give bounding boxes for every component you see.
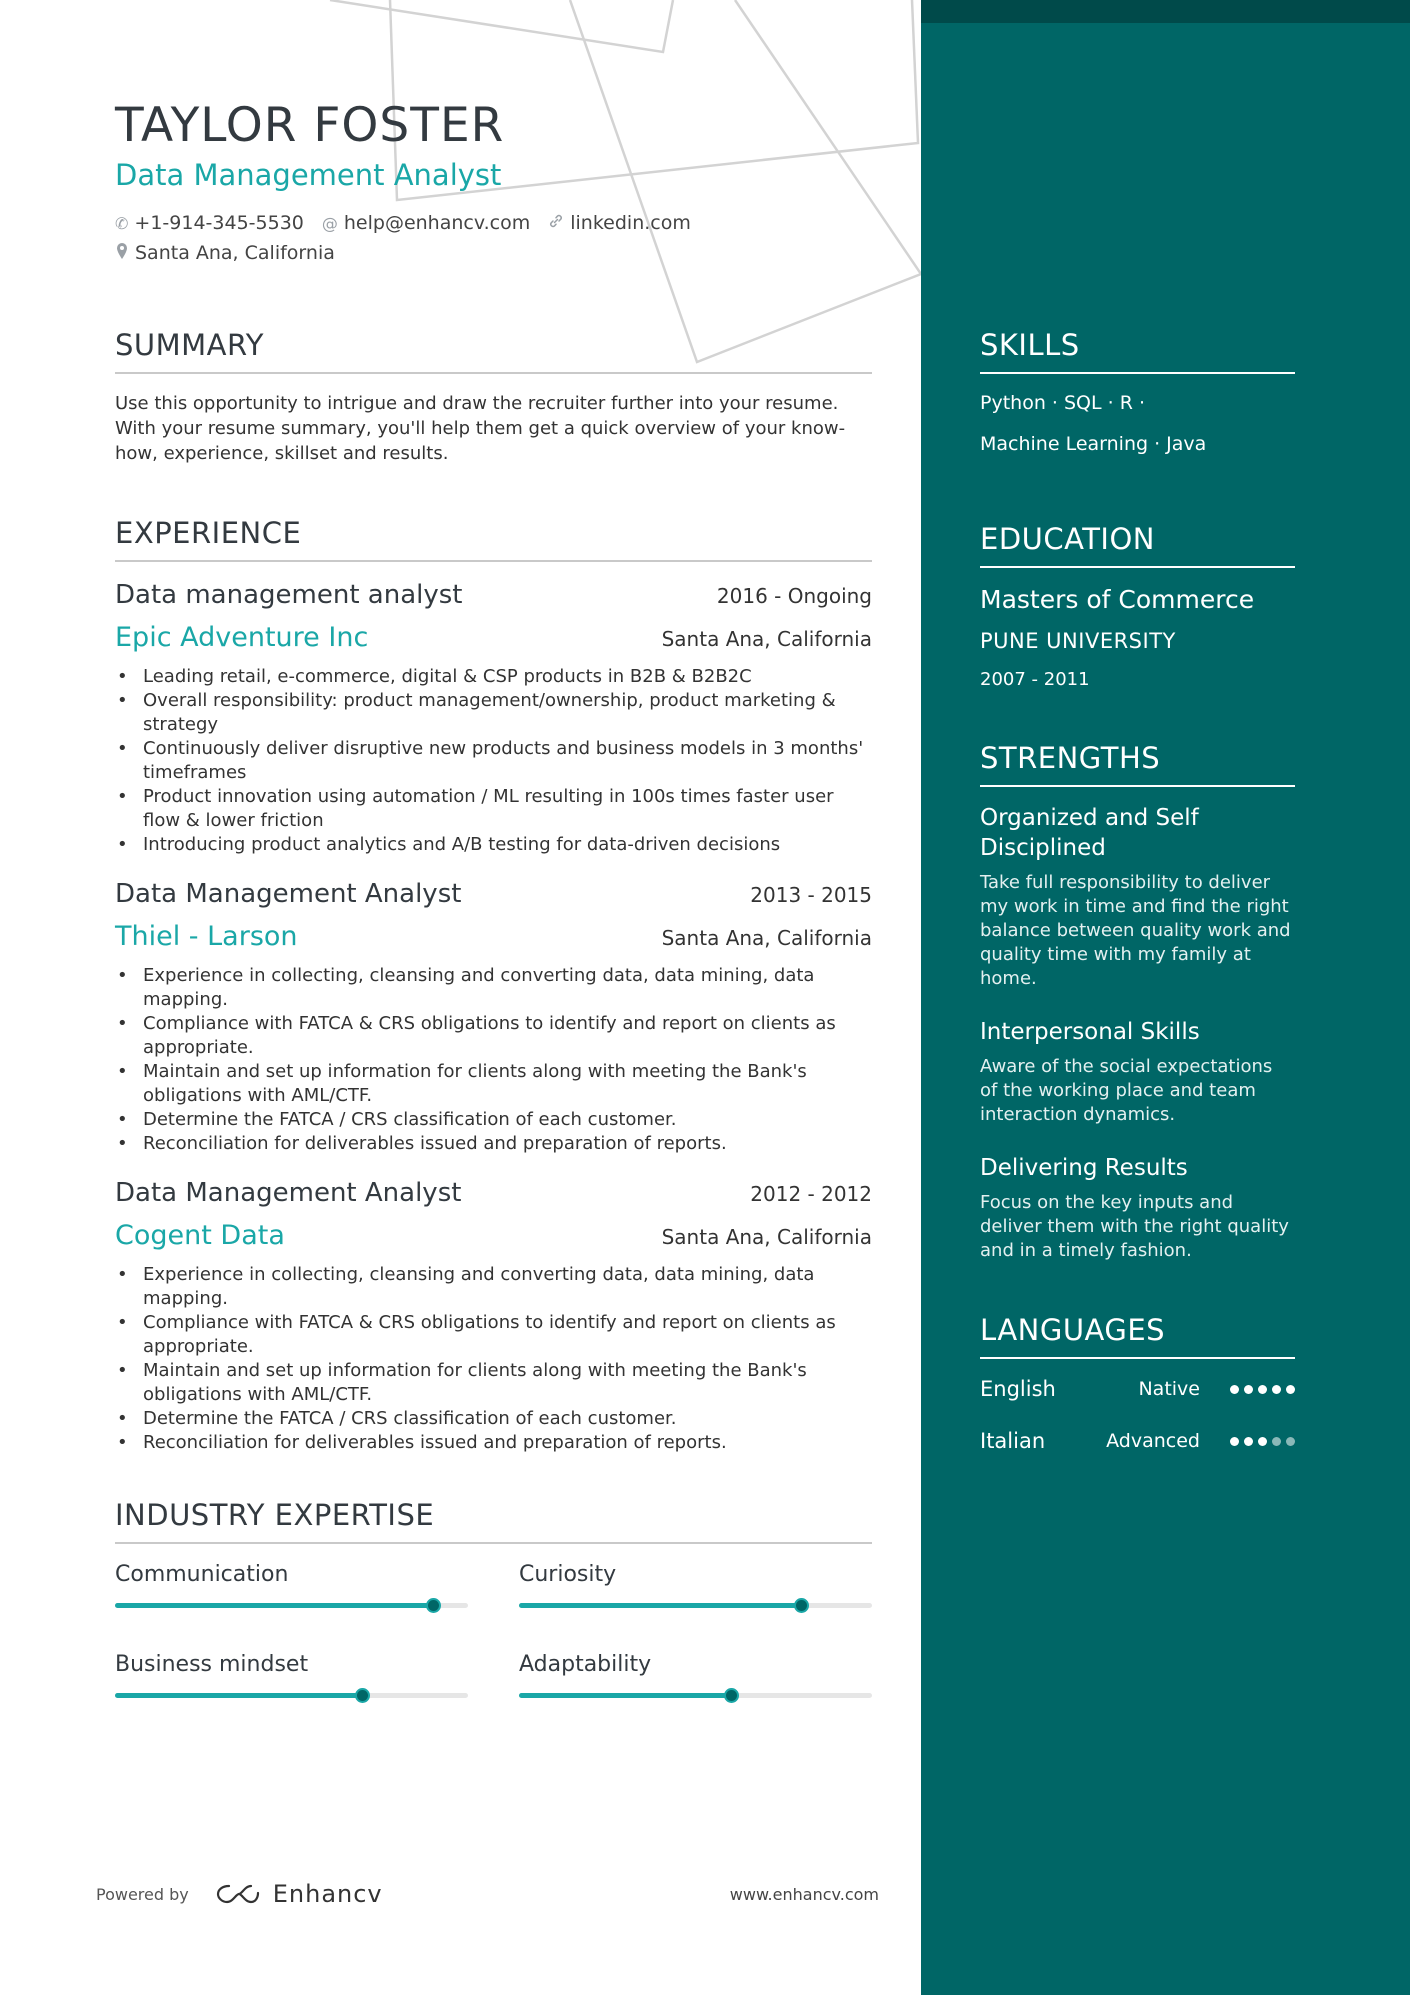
expertise-bar-fill	[519, 1693, 731, 1698]
job-title: Data Management Analyst	[115, 879, 462, 909]
strength-desc: Take full responsibility to deliver my work in time and find the right balance between quality work and quality time with my family at home.	[980, 872, 1291, 989]
job-bullet: • Determine the FATCA / CRS classification of each customer.	[115, 1108, 872, 1132]
expertise-bar-knob	[355, 1688, 370, 1703]
sidebar	[921, 0, 1410, 1995]
expertise-item	[519, 1562, 872, 1608]
phone-icon: ✆	[115, 213, 129, 233]
job-bullet: • Compliance with FATCA & CRS obligations to identify and report on clients as appropriate.	[115, 1012, 872, 1060]
job-bullet: • Experience in collecting, cleansing and converting data, data mining, data mapping.	[115, 1263, 872, 1311]
expertise-bar-knob	[794, 1598, 809, 1613]
job-bullet: • Determine the FATCA / CRS classification of each customer.	[115, 1407, 872, 1431]
language-level-dot	[1286, 1437, 1295, 1446]
website-text: linkedin.com	[570, 212, 691, 234]
job-bullet: • Continuously deliver disruptive new products and business models in 3 months' timeframes	[115, 737, 872, 785]
skills-title: SKILLS	[980, 328, 1295, 374]
language-level: Advanced	[1106, 1430, 1200, 1452]
job-bullets	[115, 1263, 872, 1455]
experience-entry	[115, 580, 872, 857]
language-row	[980, 1377, 1295, 1401]
enhancv-brand: Enhancv	[272, 1880, 383, 1908]
strength-item	[980, 1017, 1295, 1127]
link-icon	[548, 213, 564, 233]
language-level-dot	[1258, 1437, 1267, 1446]
strength-desc: Aware of the social expectations of the working place and team interaction dynamics.	[980, 1056, 1273, 1125]
language-level-dot	[1272, 1385, 1281, 1394]
job-bullet: • Maintain and set up information for clients along with meeting the Bank's obligations with AML/CTF.	[115, 1060, 872, 1108]
education-title: EDUCATION	[980, 522, 1295, 568]
contact-row	[115, 242, 353, 264]
education-school: PUNE UNIVERSITY	[980, 629, 1176, 653]
expertise-label: Curiosity	[519, 1562, 617, 1587]
strength-item	[980, 1153, 1295, 1263]
contact-location	[115, 242, 335, 264]
industry-expertise-title: INDUSTRY EXPERTISE	[115, 1498, 872, 1544]
job-title: Data management analyst	[115, 580, 463, 610]
sidebar-top-bar	[921, 0, 1410, 23]
job-bullet: • Maintain and set up information for clients along with meeting the Bank's obligations with AML/CTF.	[115, 1359, 872, 1407]
job-bullet: • Reconciliation for deliverables issued and preparation of reports.	[115, 1132, 872, 1156]
language-row	[980, 1429, 1295, 1453]
job-bullets	[115, 964, 872, 1156]
contact-website[interactable]	[548, 212, 691, 234]
company-name: Epic Adventure Inc	[115, 622, 369, 653]
expertise-item	[115, 1562, 468, 1608]
strengths-title: STRENGTHS	[980, 741, 1295, 787]
expertise-bar-knob	[724, 1688, 739, 1703]
expertise-bar-fill	[519, 1603, 801, 1608]
job-bullet: • Experience in collecting, cleansing and converting data, data mining, data mapping.	[115, 964, 872, 1012]
powered-by	[96, 1880, 383, 1908]
job-location: Santa Ana, California	[661, 926, 872, 950]
email-text: help@enhancv.com	[343, 212, 531, 234]
summary-text: Use this opportunity to intrigue and draw the recruiter further into your resume. With your resume summary, you'll help them get a quick overview of your know-how, experience, skillset and results.	[115, 393, 846, 464]
company-name: Thiel - Larson	[115, 921, 298, 952]
language-name: English	[980, 1377, 1056, 1401]
strength-desc: Focus on the key inputs and deliver them with the right quality and in a timely fashion.	[980, 1192, 1289, 1261]
enhancv-logo-icon	[215, 1882, 261, 1906]
contact-phone	[115, 212, 304, 234]
job-bullet: • Introducing product analytics and A/B testing for data-driven decisions	[115, 833, 872, 857]
language-dots	[1230, 1437, 1295, 1446]
footer-website[interactable]: www.enhancv.com	[729, 1884, 879, 1904]
expertise-bar-fill	[115, 1693, 362, 1698]
expertise-label: Business mindset	[115, 1652, 309, 1677]
language-level-dot	[1258, 1385, 1267, 1394]
skills-line-1: Python · SQL · R ·	[980, 392, 1145, 414]
contact-email[interactable]	[322, 212, 530, 234]
strength-title: Interpersonal Skills	[980, 1019, 1200, 1045]
language-dots	[1230, 1385, 1295, 1394]
expertise-bar	[115, 1603, 468, 1608]
expertise-bar-fill	[115, 1603, 433, 1608]
language-level-dot	[1272, 1437, 1281, 1446]
job-location: Santa Ana, California	[661, 627, 872, 651]
expertise-label: Communication	[115, 1562, 289, 1587]
location-text: Santa Ana, California	[135, 242, 335, 264]
language-level-dot	[1230, 1437, 1239, 1446]
location-pin-icon	[115, 242, 129, 264]
job-bullet: • Product innovation using automation / ML resulting in 100s times faster user flow & lower friction	[115, 785, 872, 833]
job-dates: 2016 - Ongoing	[716, 584, 872, 608]
contact-row	[115, 212, 709, 234]
experience-entry	[115, 1178, 872, 1455]
languages-title: LANGUAGES	[980, 1313, 1295, 1359]
strength-title: Delivering Results	[980, 1155, 1188, 1181]
summary-title: SUMMARY	[115, 328, 872, 374]
language-level-dot	[1230, 1385, 1239, 1394]
job-bullet: • Compliance with FATCA & CRS obligations to identify and report on clients as appropriate.	[115, 1311, 872, 1359]
language-level-dot	[1244, 1385, 1253, 1394]
candidate-name: TAYLOR FOSTER	[115, 98, 505, 153]
skills-line-2: Machine Learning · Java	[980, 433, 1207, 455]
experience-entry	[115, 879, 872, 1156]
language-level-dot	[1244, 1437, 1253, 1446]
expertise-item	[115, 1652, 468, 1698]
job-bullet: • Overall responsibility: product management/ownership, product marketing & strategy	[115, 689, 872, 737]
language-name: Italian	[980, 1429, 1046, 1453]
job-location: Santa Ana, California	[661, 1225, 872, 1249]
job-dates: 2013 - 2015	[750, 883, 872, 907]
education-degree: Masters of Commerce	[980, 585, 1255, 614]
expertise-label: Adaptability	[519, 1652, 652, 1677]
job-bullets	[115, 665, 872, 857]
enhancv-logo[interactable]	[215, 1880, 383, 1908]
company-name: Cogent Data	[115, 1220, 285, 1251]
language-level-dot	[1286, 1385, 1295, 1394]
powered-by-label: Powered by	[96, 1884, 189, 1904]
language-level: Native	[1138, 1378, 1200, 1400]
expertise-bar	[519, 1693, 872, 1698]
phone-text: +1-914-345-5530	[134, 212, 304, 234]
expertise-bar	[115, 1693, 468, 1698]
job-dates: 2012 - 2012	[750, 1182, 872, 1206]
expertise-bar	[519, 1603, 872, 1608]
expertise-item	[519, 1652, 872, 1698]
candidate-headline: Data Management Analyst	[115, 158, 502, 192]
strength-item	[980, 803, 1295, 991]
education-dates: 2007 - 2011	[980, 669, 1090, 690]
strength-title: Organized and Self Disciplined	[980, 805, 1199, 861]
experience-title: EXPERIENCE	[115, 516, 872, 562]
at-icon: @	[321, 213, 338, 233]
job-title: Data Management Analyst	[115, 1178, 462, 1208]
footer	[96, 1880, 879, 1908]
job-bullet: • Leading retail, e-commerce, digital & CSP products in B2B & B2B2C	[115, 665, 872, 689]
job-bullet: • Reconciliation for deliverables issued and preparation of reports.	[115, 1431, 872, 1455]
expertise-bar-knob	[426, 1598, 441, 1613]
